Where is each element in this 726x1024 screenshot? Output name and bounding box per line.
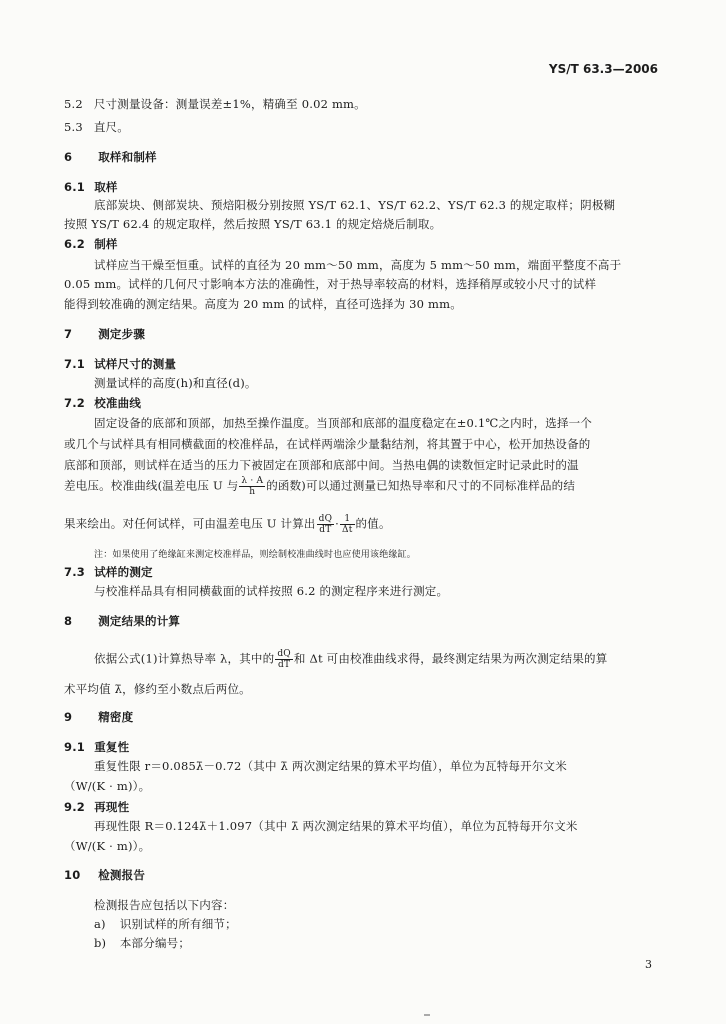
subsection-6-2-heading <box>64 236 118 252</box>
section-number: 6 <box>64 150 73 164</box>
section-6-heading <box>64 149 157 165</box>
section-7-heading <box>64 326 145 342</box>
subsection-number: 9.1 <box>64 740 85 754</box>
lambda-area-over-h-fraction <box>239 476 265 497</box>
section-title: 精密度 <box>98 710 134 724</box>
list-text: 识别试样的所有细节； <box>119 917 237 931</box>
paragraph-line: 检测报告应包括以下内容： <box>94 898 235 912</box>
text-run: 依据公式(1)计算热导率 λ，其中的 <box>94 651 275 666</box>
section-10-heading <box>64 867 145 883</box>
subsection-6-1-heading <box>64 179 118 195</box>
fraction-numerator: dQ <box>277 649 291 659</box>
subsection-9-2-heading <box>64 799 129 815</box>
paragraph-line-with-fraction <box>94 649 607 670</box>
fraction-denominator: Δt <box>342 525 353 535</box>
paragraph-line: 0.05 mm。试样的几何尺寸影响本方法的准确性，对于热导率较高的材料，选择稍厚或较小尺寸的试样 <box>64 277 597 291</box>
subsection-number: 9.2 <box>64 800 85 814</box>
section-title: 取样和制样 <box>98 150 157 164</box>
fraction-numerator: 1 <box>340 514 355 525</box>
page-number: 3 <box>645 958 652 971</box>
section-number: 9 <box>64 710 73 724</box>
section-number: 8 <box>64 614 73 628</box>
paragraph-line: 重复性限 r＝0.085λ̄－0.72（其中 λ̄ 两次测定结果的算术平均值），单位为瓦特每开尔文米 <box>94 759 567 773</box>
item-number: 5.3 <box>64 120 83 134</box>
section-title: 测定结果的计算 <box>98 614 181 628</box>
item-number: 5.2 <box>64 97 83 111</box>
paragraph-line: 按照 YS/T 62.4 的规定取样，然后按照 YS/T 63.1 的规定焙烧后制取。 <box>64 217 442 231</box>
subsection-number: 6.2 <box>64 237 85 251</box>
section-9-heading <box>64 709 133 725</box>
subsection-number: 6.1 <box>64 180 85 194</box>
section-title: 检测报告 <box>98 868 146 882</box>
list-marker: a) <box>94 917 106 931</box>
paragraph-line: （W/(K · m)）。 <box>64 839 151 853</box>
subsection-title: 制样 <box>94 237 118 251</box>
subsection-title: 试样的测定 <box>94 565 153 579</box>
note: 注：如果使用了绝缘缸来测定校准样品，则绘制校准曲线时也应使用该绝缘缸。 <box>94 550 417 560</box>
subsection-7-1-heading <box>64 356 176 372</box>
section-number: 7 <box>64 327 73 341</box>
item-5-2 <box>64 96 366 112</box>
paragraph-line-with-fraction <box>64 476 575 497</box>
paragraph-line: 术平均值 λ̄，修约至小数点后两位。 <box>64 682 251 696</box>
standard-code: YS/T 63.3—2006 <box>548 62 658 76</box>
list-item-b <box>94 935 190 951</box>
text-run: 差电压。校准曲线(温差电压 U 与 <box>64 478 239 493</box>
subsection-number: 7.2 <box>64 396 85 410</box>
section-8-heading <box>64 613 180 629</box>
paragraph-line: 固定设备的底部和顶部，加热至操作温度。当顶部和底部的温度稳定在±0.1℃之内时，选择一个 <box>94 416 593 430</box>
subsection-title: 重复性 <box>94 740 130 754</box>
paragraph-line: 底部和顶部，则试样在适当的压力下被固定在顶部和底部中间。当热电偶的读数恒定时记录此时的温 <box>64 458 579 472</box>
dq-dt-fraction <box>275 649 293 670</box>
paragraph-line: 或几个与试样具有相同横截面的校准样品，在试样两端涂少量黏结剂，将其置于中心，松开加热设备的 <box>64 437 591 451</box>
paragraph-line: （W/(K · m)）。 <box>64 779 151 793</box>
section-number: 10 <box>64 868 81 882</box>
text-run: 的值。 <box>355 516 391 531</box>
subsection-number: 7.1 <box>64 357 85 371</box>
one-over-delta-t-fraction <box>340 514 355 535</box>
text-run: 果来绘出。对任何试样，可由温差电压 U 计算出 <box>64 516 316 531</box>
scan-mark <box>424 1014 430 1016</box>
multiply-dot: · <box>335 516 340 531</box>
fraction-denominator: dT <box>278 660 291 670</box>
paragraph-line: 测量试样的高度(h)和直径(d)。 <box>94 376 257 390</box>
fraction-denominator: h <box>249 487 256 497</box>
subsection-title: 校准曲线 <box>94 396 142 410</box>
paragraph-line: 试样应当干燥至恒重。试样的直径为 20 mm～50 mm，高度为 5 mm～50 mm，端面平整度不高于 <box>94 258 622 272</box>
paragraph-line: 能得到较准确的测定结果。高度为 20 mm 的试样，直径可选择为 30 mm。 <box>64 297 462 311</box>
paragraph-line: 底部炭块、侧部炭块、预焙阳极分别按照 YS/T 62.1、YS/T 62.2、YS/T 62.3 的规定取样；阴极糊 <box>94 198 616 212</box>
subsection-7-2-heading <box>64 395 141 411</box>
item-text: 尺寸测量设备：测量误差±1%，精确至 0.02 mm。 <box>93 97 366 111</box>
list-text: 本部分编号； <box>119 936 191 950</box>
paragraph-line-with-fraction <box>64 514 391 535</box>
subsection-7-3-heading <box>64 564 153 580</box>
fraction-denominator: dT <box>319 525 332 535</box>
text-run: 的函数)可以通过测量已知热导率和尺寸的不同标准样品的结 <box>266 478 576 493</box>
dq-dt-fraction <box>317 514 335 535</box>
item-text: 直尺。 <box>93 120 129 134</box>
paragraph-line: 再现性限 R＝0.124λ̄＋1.097（其中 λ̄ 两次测定结果的算术平均值），单位为瓦特每开尔文米 <box>94 819 578 833</box>
list-item-a <box>94 916 237 932</box>
list-marker: b) <box>94 936 107 950</box>
subsection-title: 取样 <box>94 180 118 194</box>
subsection-9-1-heading <box>64 739 129 755</box>
paragraph-line: 与校准样品具有相同横截面的试样按照 6.2 的测定程序来进行测定。 <box>94 584 449 598</box>
fraction-numerator: λ · A <box>241 476 264 486</box>
text-run: 和 Δt 可由校准曲线求得，最终测定结果为两次测定结果的算 <box>293 651 608 666</box>
subsection-number: 7.3 <box>64 565 85 579</box>
fraction-numerator: dQ <box>318 514 333 524</box>
item-5-3 <box>64 119 129 135</box>
subsection-title: 再现性 <box>94 800 130 814</box>
section-title: 测定步骤 <box>98 327 146 341</box>
subsection-title: 试样尺寸的测量 <box>94 357 177 371</box>
